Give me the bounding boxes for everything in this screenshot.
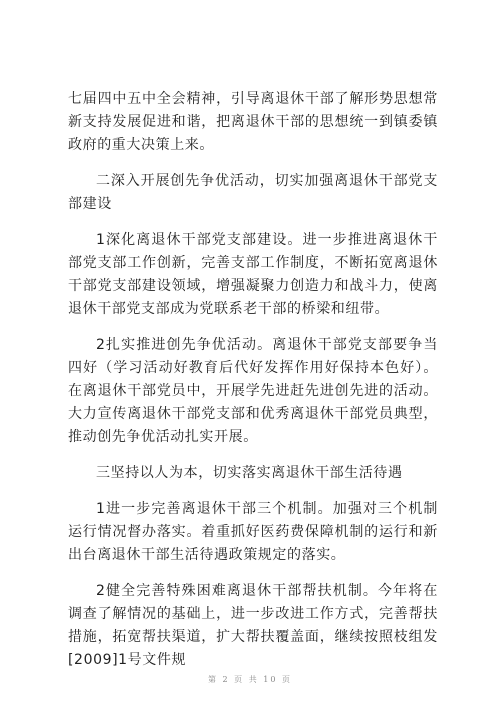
section-heading-three: 三坚持以人为本，切实落实离退休干部生活待遇 — [96, 465, 403, 481]
page-number-footer: 第 2 页 共 10 页 — [208, 675, 292, 684]
paragraph-branch-building: 1深化离退休干部党支部建设。进一步推进离退休干部党支部工作创新，完善支部工作制度，不断拓宽离退休干部党支部建设领域，增强凝聚力创造力和战斗力，使离退休干部党支部成为党联系老干部的桥梁和纽带。 — [68, 232, 438, 317]
paragraph-continuation: 七届四中五中全会精神，引导离退休干部了解形势思想常新支持发展促进和谐，把离退休干部的思想统一到镇委镇政府的重大决策上来。 — [68, 91, 438, 153]
paragraph-three-mechanisms: 1进一步完善离退休干部三个机制。加强对三个机制运行情况督办落实。着重抓好医药费保障机制的运行和新出台离退休干部生活待遇政策规定的落实。 — [68, 501, 438, 563]
paragraph-assistance-mechanism: 2健全完善特殊困难离退休干部帮扶机制。今年将在调查了解情况的基础上，进一步改进工作方式，完善帮扶措施，拓宽帮扶渠道，扩大帮扶覆盖面，继续按照枝组发[2009]1号文件规 — [68, 583, 438, 668]
document-body — [68, 88, 438, 685]
section-heading-two: 二深入开展创先争优活动，切实加强离退休干部党支部建设 — [68, 173, 438, 212]
paragraph-excellence-activity: 2扎实推进创先争优活动。离退休干部党支部要争当四好（学习活动好教育后代好发挥作用好保持本色好）。在离退休干部党员中，开展学先进赶先进创先进的活动。大力宣传离退休干部党支部和优秀离退休干部党员典型，推动创先争优活动扎实开展。 — [68, 337, 438, 445]
